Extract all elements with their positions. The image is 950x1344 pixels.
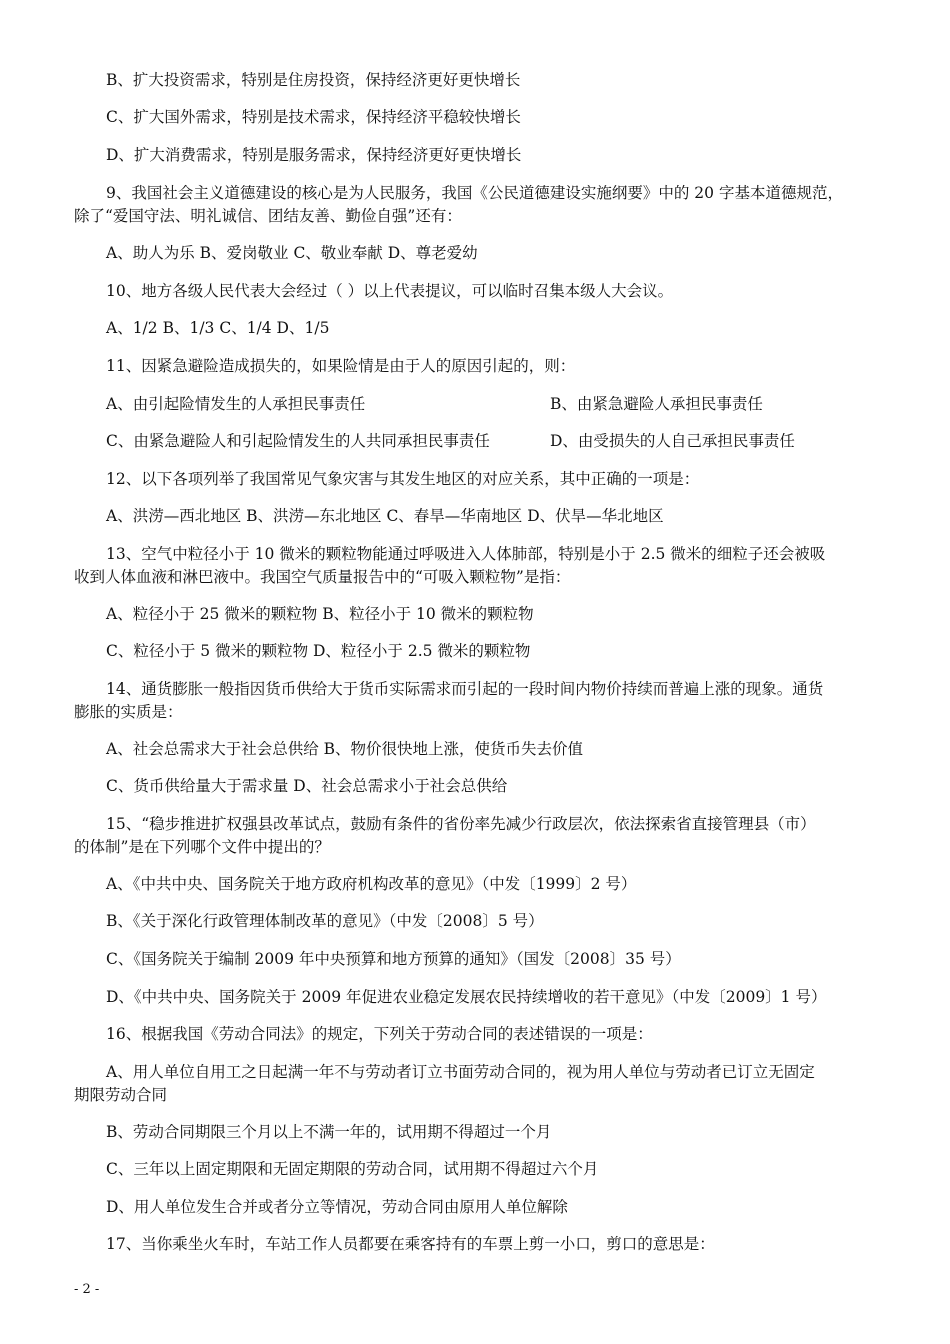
q11-option-c: C、由紧急避险人和引起险情发生的人共同承担民事责任 [106,432,490,450]
q15-option-c: C、《国务院关于编制 2009 年中央预算和地方预算的通知》（国发〔2008〕35 号） [106,950,681,968]
q13-stem-cont: 收到人体血液和淋巴液中。我国空气质量报告中的“可吸入颗粒物”是指： [74,568,571,586]
q14-stem: 14、通货膨胀一般指因货币供给大于货币实际需求而引起的一段时间内物价持续而普遍上涨的现象。通货 [106,680,824,698]
q13-options-ab: A、粒径小于 25 微米的颗粒物 B、粒径小于 10 微米的颗粒物 [106,605,534,623]
q12-options: A、洪涝—西北地区 B、洪涝—东北地区 C、春旱—华南地区 D、伏旱—华北地区 [106,507,664,525]
q11-stem: 11、因紧急避险造成损失的，如果险情是由于人的原因引起的，则： [106,357,576,375]
q13-options-cd: C、粒径小于 5 微米的颗粒物 D、粒径小于 2.5 微米的颗粒物 [106,642,531,660]
q11-option-a: A、由引起险情发生的人承担民事责任 [106,395,366,413]
q14-stem-cont: 膨胀的实质是： [74,703,183,721]
q16-option-c: C、三年以上固定期限和无固定期限的劳动合同，试用期不得超过六个月 [106,1160,599,1178]
q9-stem: 9、我国社会主义道德建设的核心是为人民服务，我国《公民道德建设实施纲要》中的 20 字基本道德规范， [106,184,843,202]
q15-stem: 15、“稳步推进扩权强县改革试点，鼓励有条件的省份率先减少行政层次，依法探索省直接管理县（市） [106,815,816,833]
q15-stem-cont: 的体制”是在下列哪个文件中提出的？ [74,838,330,856]
q8-option-b: B、扩大投资需求，特别是住房投资，保持经济更好更快增长 [106,71,521,89]
q8-option-c: C、扩大国外需求，特别是技术需求，保持经济平稳较快增长 [106,108,521,126]
q10-options: A、1/2 B、1/3 C、1/4 D、1/5 [106,319,330,337]
q16-option-d: D、用人单位发生合并或者分立等情况，劳动合同由原用人单位解除 [106,1198,568,1216]
q15-option-b: B、《关于深化行政管理体制改革的意见》（中发〔2008〕5 号） [106,912,544,930]
q16-stem: 16、根据我国《劳动合同法》的规定，下列关于劳动合同的表述错误的一项是： [106,1025,653,1043]
q16-option-a: A、用人单位自用工之日起满一年不与劳动者订立书面劳动合同的，视为用人单位与劳动者已订立无固定 [106,1063,815,1081]
q14-options-ab: A、社会总需求大于社会总供给 B、物价很快地上涨，使货币失去价值 [106,740,584,758]
page-number: - 2 - [74,1282,100,1297]
q15-option-a: A、《中共中央、国务院关于地方政府机构改革的意见》（中发〔1999〕2 号） [106,875,637,893]
q11-option-b: B、由紧急避险人承担民事责任 [550,395,763,413]
q9-stem-cont: 除了“爱国守法、明礼诚信、团结友善、勤俭自强”还有： [74,207,462,225]
q13-stem: 13、空气中粒径小于 10 微米的颗粒物能通过呼吸进入人体肺部，特别是小于 2.5 微米的细粒子还会被吸 [106,545,826,563]
q16-option-a-cont: 期限劳动合同 [74,1086,168,1104]
q17-stem: 17、当你乘坐火车时，车站工作人员都要在乘客持有的车票上剪一小口，剪口的意思是： [106,1235,715,1253]
q14-options-cd: C、货币供给量大于需求量 D、社会总需求小于社会总供给 [106,777,508,795]
q9-options: A、助人为乐 B、爱岗敬业 C、敬业奉献 D、尊老爱幼 [106,244,478,262]
q8-option-d: D、扩大消费需求，特别是服务需求，保持经济更好更快增长 [106,146,522,164]
q10-stem: 10、地方各级人民代表大会经过（ ）以上代表提议，可以临时召集本级人大会议。 [106,282,674,300]
q12-stem: 12、以下各项列举了我国常见气象灾害与其发生地区的对应关系，其中正确的一项是： [106,470,700,488]
q16-option-b: B、劳动合同期限三个月以上不满一年的，试用期不得超过一个月 [106,1123,552,1141]
q11-option-d: D、由受损失的人自己承担民事责任 [550,432,795,450]
q15-option-d: D、《中共中央、国务院关于 2009 年促进农业稳定发展农民持续增收的若干意见》（中发〔2009〕1 号） [106,988,827,1006]
